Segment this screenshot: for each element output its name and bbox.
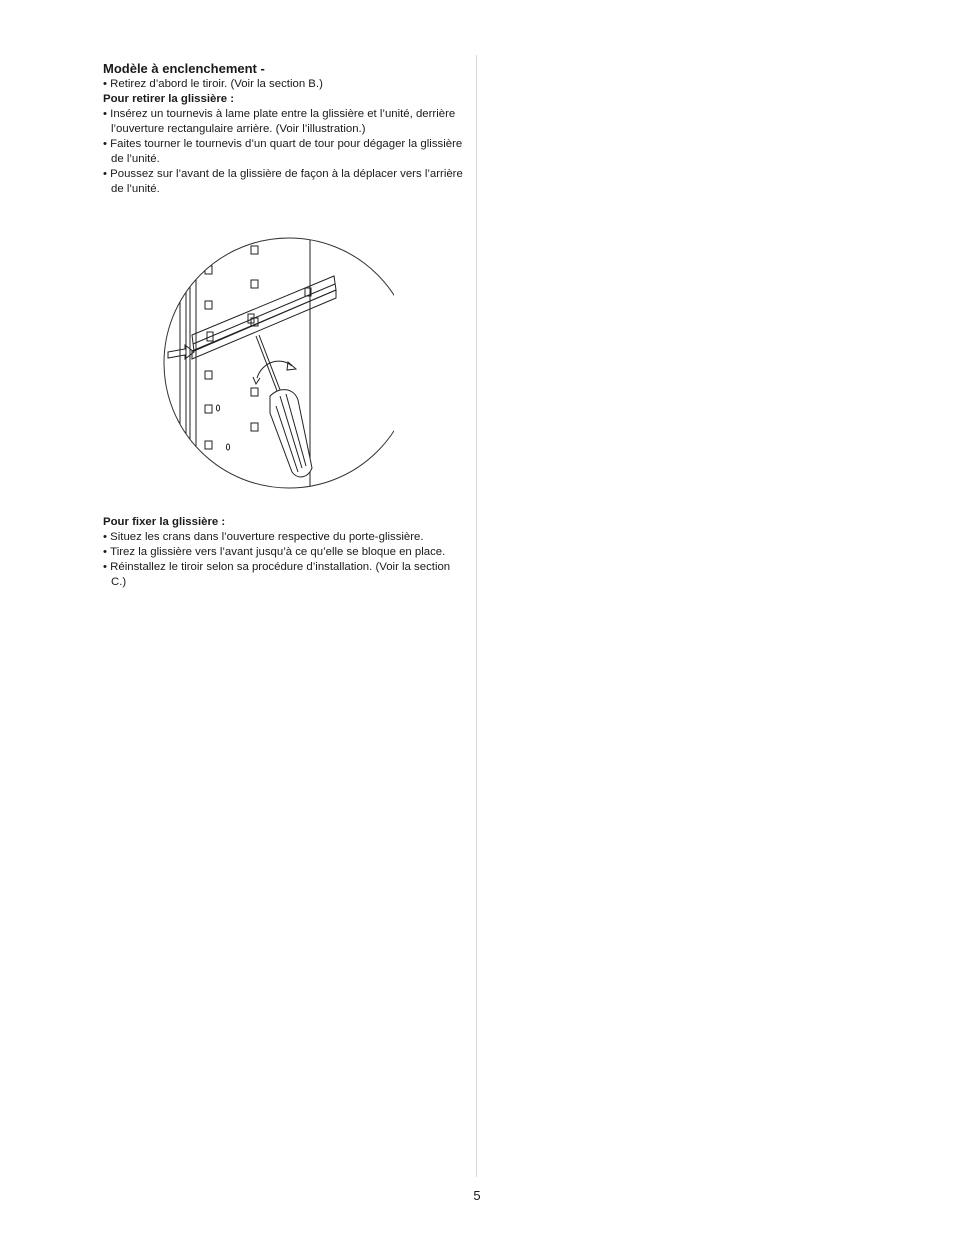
install-step-1: • Situez les crans dans l’ouverture respective du porte-glissière. (103, 530, 463, 545)
remove-subheading: Pour retirer la glissière : (103, 93, 235, 105)
intro-item: • Retirez d’abord le tiroir. (Voir la section B.) (103, 77, 463, 92)
screwdriver-slide-release-illustration (152, 228, 394, 490)
install-section (103, 515, 463, 590)
section-title: Modèle à enclenchement - (103, 61, 265, 76)
intro-list (103, 77, 463, 92)
install-steps-list (103, 530, 463, 590)
install-step-2: • Tirez la glissière vers l’avant jusqu’à ce qu’elle se bloque en place. (103, 545, 463, 560)
column-divider (476, 55, 477, 1177)
remove-steps-list (103, 107, 463, 197)
remove-section (103, 61, 463, 197)
install-step-3: • Réinstallez le tiroir selon sa procédure d’installation. (Voir la section C.) (103, 560, 463, 590)
install-subheading: Pour fixer la glissière : (103, 516, 226, 528)
page-number: 5 (473, 1188, 481, 1203)
remove-step-1: • Insérez un tournevis à lame plate entre la glissière et l’unité, derrière l’ouverture rectangulaire arrière. (Voir l’illustration.) (103, 107, 463, 137)
remove-step-3: • Poussez sur l’avant de la glissière de façon à la déplacer vers l’arrière de l’unité. (103, 167, 463, 197)
remove-step-2: • Faites tourner le tournevis d’un quart de tour pour dégager la glissière de l’unité. (103, 137, 463, 167)
